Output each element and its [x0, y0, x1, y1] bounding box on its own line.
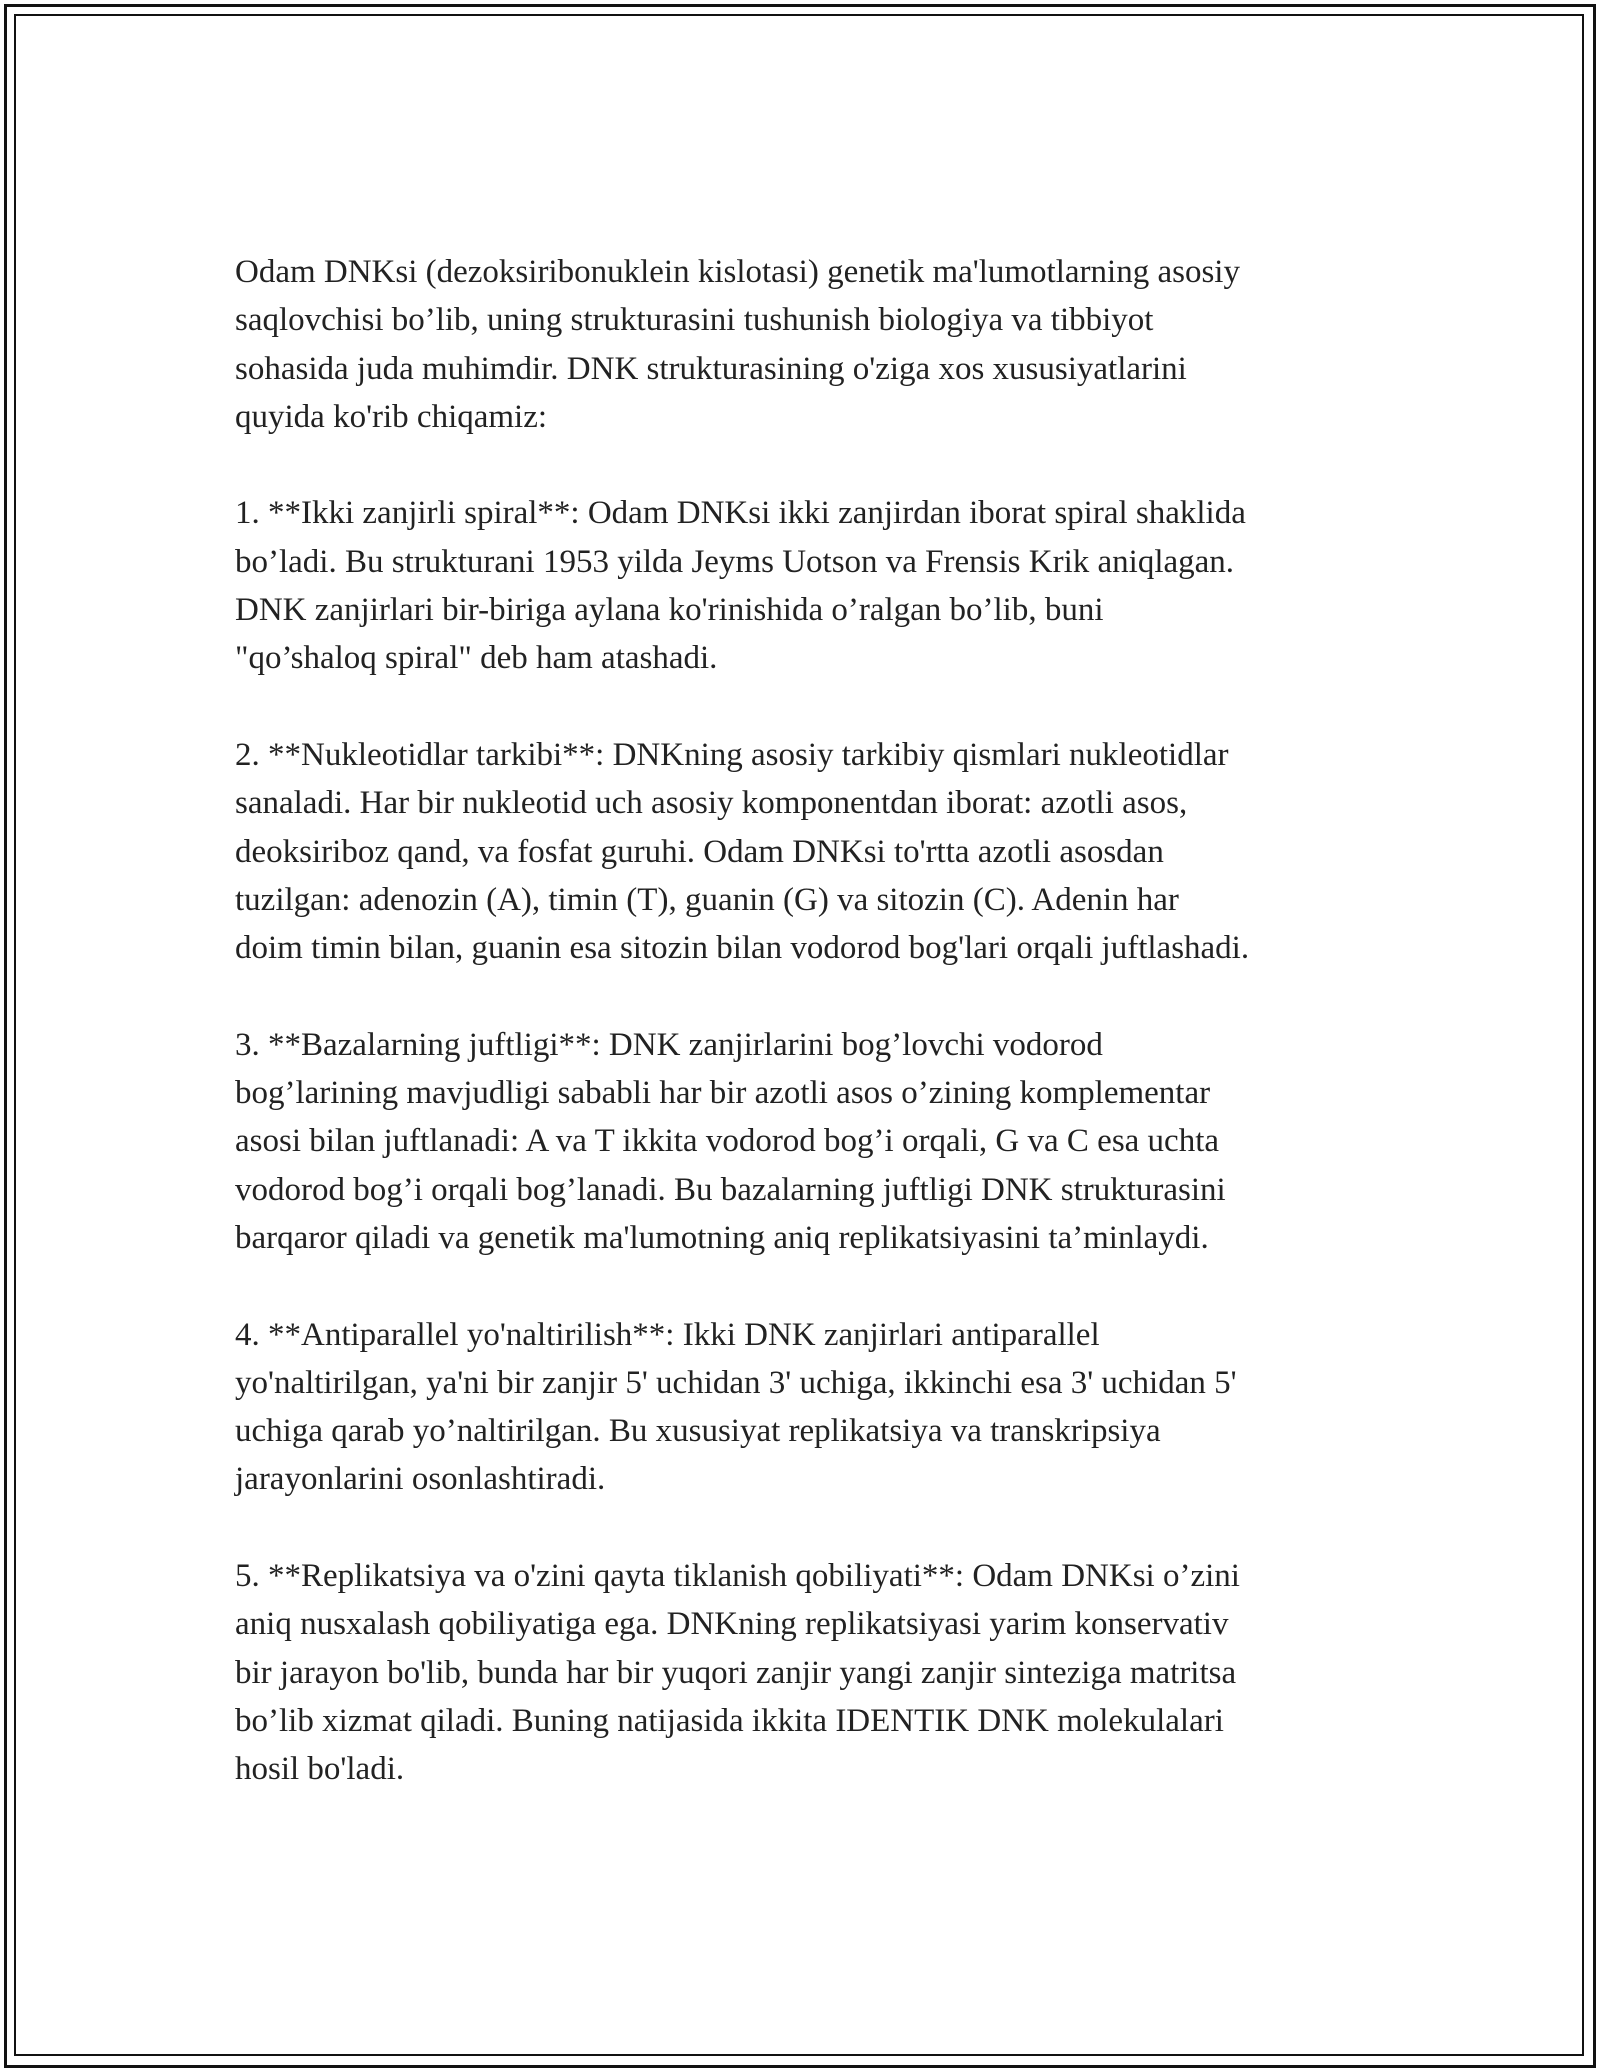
text-line: jarayonlarini osonlashtiradi. [235, 1461, 606, 1498]
text-line: uchiga qarab yo’naltirilgan. Bu xususiyat replikatsiya va transkripsiya [235, 1413, 1161, 1450]
text-line: bog’larining mavjudligi sababli har bir azotli asos o’zining komplementar [235, 1075, 1211, 1112]
text-line: doim timin bilan, guanin esa sitozin bilan vodorod bog'lari orqali juftlashadi. [235, 930, 1250, 967]
text-line: 2. **Nukleotidlar tarkibi**: DNKning asosiy tarkibiy qismlari nukleotidlar [235, 736, 1229, 773]
text-line: bo’lib xizmat qiladi. Buning natijasida ikkita IDENTIK DNK molekulalari [235, 1702, 1224, 1739]
text-line: bo’ladi. Bu strukturani 1953 yilda Jeyms Uotson va Frensis Krik aniqlagan. [235, 543, 1235, 580]
text-line: 5. **Replikatsiya va o'zini qayta tiklanish qobiliyati**: Odam DNKsi o’zini [235, 1558, 1240, 1595]
text-line: saqlovchisi bo’lib, uning strukturasini tushunish biologiya va tibbiyot [235, 302, 1154, 339]
text-line: 4. **Antiparallel yo'naltirilish**: Ikki DNK zanjirlari antiparallel [235, 1316, 1100, 1353]
section-replication [235, 1552, 1385, 1793]
text-line: sanaladi. Har bir nukleotid uch asosiy komponentdan iborat: azotli asos, [235, 785, 1188, 822]
text-line: vodorod bog’i orqali bog’lanadi. Bu bazalarning juftligi DNK strukturasini [235, 1171, 1226, 1208]
text-line: hosil bo'ladi. [235, 1751, 405, 1788]
text-line: 3. **Bazalarning juftligi**: DNK zanjirlarini bog’lovchi vodorod [235, 1026, 1103, 1063]
text-line: aniq nusxalash qobiliyatiga ega. DNKning replikatsiyasi yarim konservativ [235, 1606, 1229, 1643]
text-line: yo'naltirilgan, ya'ni bir zanjir 5' uchidan 3' uchiga, ikkinchi esa 3' uchidan 5' [235, 1364, 1237, 1401]
section-nucleotides [235, 731, 1385, 972]
text-line: 1. **Ikki zanjirli spiral**: Odam DNKsi ikki zanjirdan iborat spiral shaklida [235, 495, 1246, 532]
text-line: quyida ko'rib chiqamiz: [235, 398, 548, 435]
text-line: barqaror qiladi va genetik ma'lumotning aniq replikatsiyasini ta’minlaydi. [235, 1219, 1209, 1256]
text-line: "qo’shaloq spiral" deb ham atashadi. [235, 640, 718, 677]
section-double-helix [235, 489, 1385, 682]
text-line: bir jarayon bo'lib, bunda har bir yuqori zanjir yangi zanjir sinteziga matritsa [235, 1654, 1237, 1691]
text-line: DNK zanjirlari bir-biriga aylana ko'rinishida o’ralgan bo’lib, buni [235, 592, 1104, 629]
text-line: sohasida juda muhimdir. DNK strukturasining o'ziga xos xususiyatlarini [235, 350, 1187, 387]
text-line: Odam DNKsi (dezoksiribonuklein kislotasi) genetik ma'lumotlarning asosiy [235, 254, 1240, 290]
intro-paragraph [235, 248, 1385, 441]
text-line: deoksiriboz qand, va fosfat guruhi. Odam DNKsi to'rtta azotli asosdan [235, 833, 1164, 870]
text-line: asosi bilan juftlanadi: A va T ikkita vodorod bog’i orqali, G va C esa uchta [235, 1123, 1220, 1160]
section-antiparallel [235, 1311, 1385, 1504]
section-base-pairing [235, 1021, 1385, 1262]
document-body [235, 248, 1385, 1842]
text-line: tuzilgan: adenozin (A), timin (T), guanin (G) va sitozin (C). Adenin har [235, 881, 1179, 918]
